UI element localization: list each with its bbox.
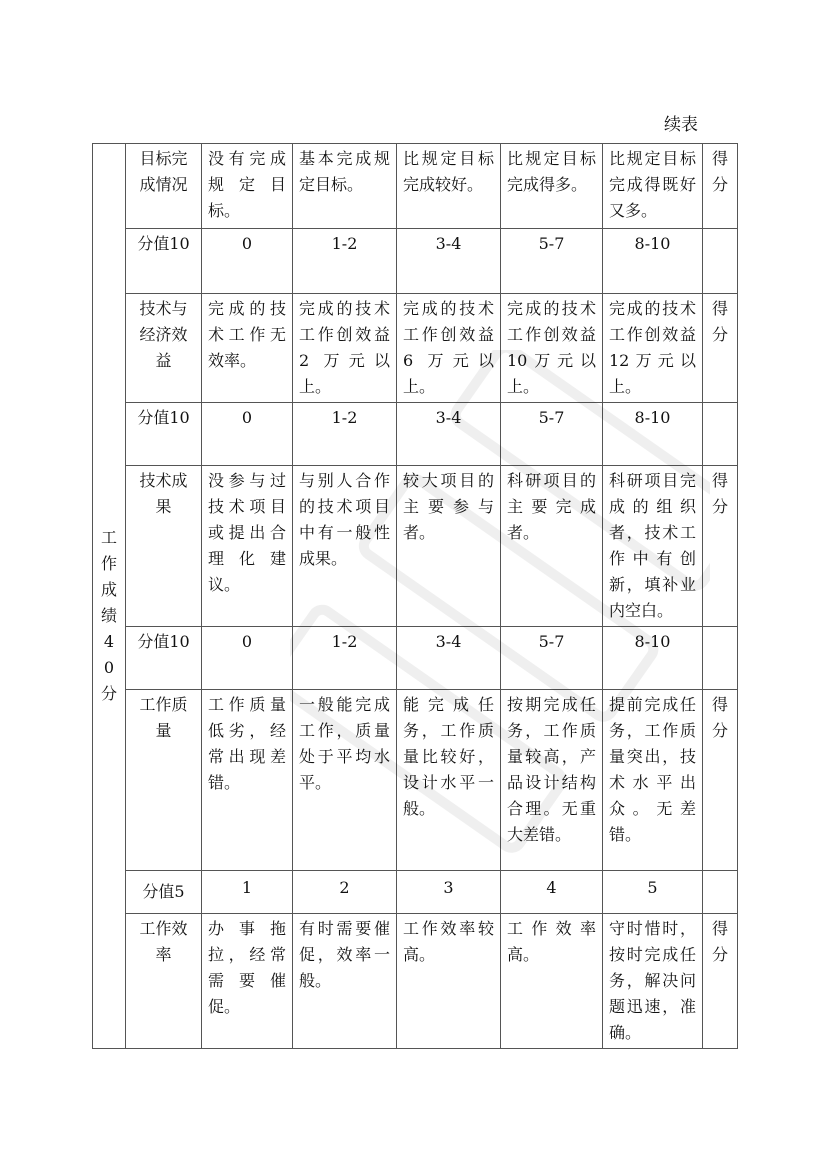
- level-description: 办事拖拉，经常需要催促。: [202, 914, 293, 1049]
- level-description: 完成的技术工作创效益 6 万元以上。: [397, 294, 501, 403]
- score-value: 0: [202, 403, 293, 466]
- score-value: 8-10: [603, 229, 703, 294]
- score-input-cell[interactable]: [703, 871, 738, 914]
- item-label: 技术成果: [126, 466, 202, 627]
- level-description: 提前完成任务，工作质量突出，技术水平出众。无差错。: [603, 690, 703, 871]
- level-description: 科研项目完成的组织者，技术工作中有创新，填补业内空白。: [603, 466, 703, 627]
- score-value: 1-2: [293, 627, 397, 690]
- score-column-label: 得分: [703, 690, 738, 871]
- value-label: 分值10: [126, 403, 202, 466]
- score-value: 2: [293, 871, 397, 914]
- table-row: [93, 690, 738, 871]
- score-value: 1-2: [293, 229, 397, 294]
- category-char: 4: [103, 632, 115, 651]
- value-label: 分值10: [126, 229, 202, 294]
- evaluation-table: [92, 143, 738, 1049]
- level-description: 完成的技术工作创效益10万元以上。: [501, 294, 603, 403]
- table-row: [93, 466, 738, 627]
- category-char: 绩: [100, 606, 117, 625]
- score-input-cell[interactable]: [703, 403, 738, 466]
- level-description: 有时需要催促，效率一般。: [293, 914, 397, 1049]
- score-value: 3-4: [397, 627, 501, 690]
- score-column-label: 得分: [703, 466, 738, 627]
- category-cell: [93, 144, 126, 1049]
- level-description: 能完成任务，工作质量比较好，设计水平一般。: [397, 690, 501, 871]
- score-value: 5-7: [501, 403, 603, 466]
- level-description: 守时惜时，按时完成任务，解决问题迅速，准确。: [603, 914, 703, 1049]
- level-description: 一般能完成工作，质量处于平均水平。: [293, 690, 397, 871]
- table-row: [93, 144, 738, 229]
- continued-label: 续表: [664, 115, 698, 135]
- category-char: 分: [100, 684, 117, 703]
- item-label: 目标完成情况: [126, 144, 202, 229]
- level-description: 没参与过技术项目或提出合理化建议。: [202, 466, 293, 627]
- score-column-label: 得分: [703, 914, 738, 1049]
- score-value: 5-7: [501, 229, 603, 294]
- level-description: 按期完成任务，工作质量较高，产品设计结构合理。无重大差错。: [501, 690, 603, 871]
- table-row: [93, 229, 738, 294]
- table-row: [93, 403, 738, 466]
- score-value: 1: [202, 871, 293, 914]
- score-value: 3-4: [397, 229, 501, 294]
- level-description: 基本完成规定目标。: [293, 144, 397, 229]
- category-char: 工: [100, 528, 117, 547]
- score-value: 0: [202, 627, 293, 690]
- level-description: 科研项目的主要完成者。: [501, 466, 603, 627]
- level-description: 完成的技术工作创效益12万元以上。: [603, 294, 703, 403]
- item-label: 工作效率: [126, 914, 202, 1049]
- score-value: 1-2: [293, 403, 397, 466]
- level-description: 完成的技术工作无效率。: [202, 294, 293, 403]
- level-description: 工作效率较高。: [397, 914, 501, 1049]
- table-row: [93, 627, 738, 690]
- score-column-label: 得分: [703, 294, 738, 403]
- category-char: 0: [103, 658, 115, 677]
- category-char: 成: [100, 580, 117, 599]
- score-value: 8-10: [603, 403, 703, 466]
- score-value: 3-4: [397, 403, 501, 466]
- score-input-cell[interactable]: [703, 229, 738, 294]
- category-char: 作: [100, 554, 117, 573]
- score-input-cell[interactable]: [703, 627, 738, 690]
- item-label: 工作质量: [126, 690, 202, 871]
- table-row: [93, 914, 738, 1049]
- item-label: 技术与经济效益: [126, 294, 202, 403]
- level-description: 与别人合作的技术项目中有一般性成果。: [293, 466, 397, 627]
- value-label: 分值5: [126, 871, 202, 914]
- table-row: [93, 871, 738, 914]
- score-value: 5: [603, 871, 703, 914]
- score-value: 4: [501, 871, 603, 914]
- score-value: 3: [397, 871, 501, 914]
- level-description: 较大项目的主要参与者。: [397, 466, 501, 627]
- level-description: 比规定目标完成较好。: [397, 144, 501, 229]
- level-description: 完成的技术工作创效益 2 万元以上。: [293, 294, 397, 403]
- table-row: [93, 294, 738, 403]
- level-description: 工作效率高。: [501, 914, 603, 1049]
- level-description: 比规定目标完成得既好又多。: [603, 144, 703, 229]
- score-value: 0: [202, 229, 293, 294]
- score-column-label: 得分: [703, 144, 738, 229]
- score-value: 8-10: [603, 627, 703, 690]
- level-description: 工作质量低劣，经常出现差错。: [202, 690, 293, 871]
- score-value: 5-7: [501, 627, 603, 690]
- level-description: 比规定目标完成得多。: [501, 144, 603, 229]
- level-description: 没有完成规定目标。: [202, 144, 293, 229]
- value-label: 分值10: [126, 627, 202, 690]
